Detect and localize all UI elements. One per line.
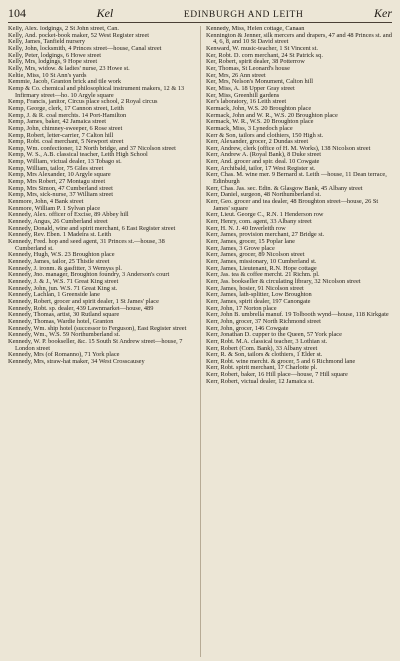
directory-entry: Kermack, John and W. R., W.S. 20 Broughton place (206, 111, 338, 119)
page-number: 104 (8, 6, 26, 20)
directory-entry: Kemp & Co. chemical and philosophical instrument makers, 12 & 13 Infirmary street—ho. 10 Argyle square (8, 84, 185, 99)
directory-entry: Kerr, James, spirit dealer, 197 Canongate (206, 297, 311, 305)
directory-entry: Kennedy, Thomas, Wardie hotel, Granton (8, 317, 114, 325)
directory-entry: Kenward, W. music-teacher, 1 St Vincent st. (206, 44, 318, 52)
directory-entry: Kennedy, Robt. sp. dealer, 439 Lawnmarket—house, 489 (8, 304, 154, 312)
directory-entry: Keltie, Miss, 10 St Ann's yards (8, 71, 87, 79)
directory-entry: Kerr, James, grocer, 15 Poplar lane (206, 238, 295, 245)
directory-entry: Kerr, Jas. bookseller & circulating library, 32 Nicolson street (206, 277, 361, 285)
directory-entry: Kelly, Alex. lodgings, 2 St John street, Can. (8, 26, 119, 32)
directory-entry: Kerr, Geo. grocer and tea dealer, 48 Broughton street—house, 26 St James' square (206, 198, 379, 212)
directory-entry: Kermack, John, W.S. 20 Broughton place (206, 104, 312, 112)
directory-entry: Kenmore, John, 4 Bank street (8, 198, 84, 206)
directory-entry: Kerr, And. grocer and spir. deal. 10 Cowgate (206, 158, 320, 166)
directory-entry: Kemp, Mrs Simon, 47 Cumberland street (8, 184, 113, 192)
directory-entry: Kerr, R. & Son, tailors & clothiers, 1 Elder st. (206, 351, 323, 359)
directory-entry: Kerr, Robt. M.A. classical teacher, 3 Lothian st. (206, 337, 328, 345)
directory-entry: Kemp, W. S., A.B. classical teacher, Leith High School (8, 151, 148, 159)
directory-entry: Kerr, John, 17 Norton place (206, 304, 277, 312)
directory-entry: Ker's laboratory, 16 Leith street (206, 98, 287, 106)
directory-entry: Kemp, George, clerk, 17 Cannon street, Leith (8, 104, 124, 112)
directory-entry: Kemp, Mrs, sick-nurse, 37 William street (8, 191, 113, 199)
directory-entry: Kerr, Robert, baker, 16 Hill place—house, 7 Hill square (206, 371, 348, 379)
directory-entry: Kennedy, Hugh, W.S. 23 Broughton place (8, 251, 115, 259)
directory-entry: Ker, Robert, spirit dealer, 38 Potterrow (206, 58, 305, 66)
directory-entry: Kerr, Robert (Com. Bank), 33 Albany street (206, 344, 318, 352)
directory-entry: Kerr, James, 3 Grove place (206, 244, 275, 252)
directory-entry: Kerr, James, lath-splitter, Low Broughton (206, 291, 312, 299)
directory-entry: Kerr, Lieut. George C., R.N. 1 Henderson row (206, 211, 324, 219)
directory-entry: Kennedy, Wm., W.S. 59 Northumberland st. (8, 331, 121, 339)
right-column (200, 26, 392, 657)
directory-entry: Kerr, James, hosier, 91 Nicolson street (206, 284, 304, 292)
directory-entry: Kerr, John B. umbrella manuf. 19 Tolbooth wynd—house, 118 Kirkgate (206, 311, 389, 319)
directory-entry: Kemmie, Jacob, Granton brick and tile work (8, 78, 122, 86)
directory-entry: Kennedy, Lachlan, 1 Greenside lane (8, 291, 100, 299)
directory-entry: Kerr, Henry, com. agent, 33 Albany street (206, 218, 312, 226)
directory-entry: Kerr, Robt. spirit merchant, 17 Charlotte pl. (206, 364, 318, 372)
directory-entry: Kennedy, Jno. manager, Broughton foundry, 3 Anderson's court (8, 271, 170, 279)
directory-entry: Kerr, Chas. M. wine mer. 9 Bernard st. Leith —house, 11 Dean terrace, Edinburgh (206, 171, 387, 186)
directory-entry: Ker, Miss, A. 18 Upper Gray street (206, 84, 295, 92)
directory-entry: Kerr, Robt. wine mercht. & grocer, 5 and 6 Richmond lane (206, 357, 356, 365)
directory-entry: Ker, Mrs, Nelson's Monument, Calton hill (206, 78, 313, 86)
directory-entry: Kennedy, W. P. bookseller, &c. 15 South St Andrew street—house, 7 London street (8, 337, 183, 352)
directory-entry: Kermack, Miss, 3 Lynedoch place (206, 124, 293, 132)
directory-entry: Kennedy, Miss, Helen cottage, Canaan (206, 26, 305, 32)
directory-entry: Kennedy, Angus, 26 Cumberland street (8, 218, 108, 226)
directory-entry: Ker, Mrs, 26 Ann street (206, 71, 266, 79)
directory-entry: Kermack, W. R., W.S. 20 Broughton place (206, 118, 314, 126)
directory-entry: Kennedy, Robert, grocer and spirit dealer, 1 St James' place (8, 297, 159, 305)
directory-entry: Kennedy, Thomas, artist, 30 Rutland square (8, 311, 120, 319)
directory-columns (8, 26, 392, 657)
directory-entry: Kelly, And. pocket-book maker, 52 West Register street (8, 31, 150, 39)
directory-entry: Ker, Robt. D. corn merchant, 24 St Patrick sq. (206, 51, 323, 59)
directory-entry: Kemp, William, tailor, 75 Giles street (8, 164, 104, 172)
directory-entry: Ker, Miss, Greenhill gardens (206, 91, 280, 99)
page-header (8, 6, 392, 23)
directory-entry: Kemp, James, baker, 42 Jamaica street (8, 118, 107, 126)
directory-entry: Kelly, Peter, lodgings, 6 Howe street (8, 51, 102, 59)
directory-entry: Kerr, John, grocer, 146 Cowgate (206, 324, 289, 332)
directory-entry: Kennedy, Alex. officer of Excise, 89 Abbey hill (8, 211, 129, 219)
directory-entry: Kerr, James, missionary, 10 Cumberland st. (206, 257, 317, 265)
directory-entry: Kerr, Jas. tea & coffee mercht. 21 Richm. pl. (206, 271, 320, 279)
directory-entry: Kennedy, Mrs, straw-hat maker, 34 West Crosscausey (8, 357, 145, 365)
directory-entry: Kemp, John, chimney-sweeper, 6 Rose street (8, 124, 123, 132)
directory-entry: Kelly, Mrs, widow. & ladies' nurse, 23 Howe st. (8, 64, 130, 72)
header-title: EDINBURGH AND LEITH (183, 10, 304, 20)
directory-entry: Kerr, Chas. Jas. sec. Edin. & Glasgow Bank, 45 Albany street (206, 184, 363, 192)
left-column (8, 26, 194, 657)
directory-entry: Kelly, Mrs, lodgings, 9 Hope street (8, 58, 98, 66)
directory-entry: Kerr, Robert, victual dealer, 12 Jamaica st. (206, 377, 314, 385)
directory-entry: Kennedy, Wm. ship hotel (successor to Ferguson), East Register street (8, 324, 187, 332)
directory-entry: Kerr, James, Lieutenant, R.N. Hope cottage (206, 264, 317, 272)
directory-entry: Kenmore, William P. 1 Sylvan place (8, 204, 101, 212)
directory-entry: Kennedy, John, jun. W.S. 71 Great King st. (8, 284, 118, 292)
directory-entry: Kerr, James, provision merchant, 27 Bridge st. (206, 231, 325, 239)
directory-entry: Kennedy, James, tailor, 25 Thistle street (8, 257, 110, 265)
header-right-word: Ker (374, 6, 392, 20)
directory-entry: Kerr, Andrew, clerk (office of H. M. Works), 138 Nicolson street (206, 144, 371, 152)
directory-entry: Kemp, Robt. coal merchant, 5 Newport street (8, 138, 124, 146)
directory-entry: Kemp, Wm. confectioner, 12 North bridge, and 37 Nicolson street (8, 144, 176, 152)
directory-entry: Kennedy, Rev. Eben. 1 Madeira st. Leith (8, 231, 112, 239)
directory-entry: Kerr, Jonathan D. cupper to the Queen, 57 York place (206, 331, 342, 339)
directory-entry: Kerr, Daniel, surgeon, 48 Northumberland st. (206, 191, 322, 199)
directory-entry: Kemp, Mrs Alexander, 10 Argyle square (8, 171, 111, 179)
directory-entry: Kerr, Alexander, grocer, 2 Dundas street (206, 138, 309, 146)
directory-entry: Kennedy, Donald, wine and spirit merchant, 6 East Register street (8, 224, 176, 232)
directory-entry: Kennedy, J. & J., W.S. 71 Great King street (8, 277, 119, 285)
directory-entry: Kerr, Andrew A. (Royal Bank), 8 Duke street (206, 151, 321, 159)
directory-entry: Kerr, John, grocer, 37 North Richmond street (206, 317, 321, 325)
directory-entry: Kemp, Mrs Robert, 27 Montagu street (8, 178, 106, 186)
directory-entry: Kemp, J. & R. coal merchts. 14 Port-Hamilton (8, 111, 127, 119)
directory-entry: Kerr, Archibald, tailor, 17 West Register st. (206, 164, 316, 172)
header-left-word: Kel (96, 6, 114, 20)
directory-entry: Kelly, James, Tanfield nursery (8, 38, 86, 46)
directory-entry: Kennington & Jenner, silk mercers and drapers, 47 and 48 Princes st. and 4, 6, 8, and 10 St David street (206, 31, 392, 46)
directory-entry: Kerr, H. N. J. 40 Inverleith row (206, 224, 286, 232)
directory-entry: Kerr, James, grocer, 89 Nicolson street (206, 251, 305, 259)
directory-entry: Kennedy, J. ironm. & gasfitter, 3 Wemyss pl. (8, 264, 122, 272)
directory-entry: Kerr & Son, tailors and clothiers, 150 High st. (206, 131, 324, 139)
directory-entry: Ker, Thomas, St Leonard's house (206, 64, 290, 72)
directory-entry: Kemp, William, victual dealer, 13 Tobago st. (8, 158, 122, 166)
directory-entry: Kennedy, Fred. hop and seed agent, 31 Princes st.—house, 38 Cumberland st. (8, 238, 165, 252)
directory-entry: Kemp, Robert, letter-carrier, 7 Calton hill (8, 131, 114, 139)
directory-entry: Kennedy, Mrs (of Romanno), 71 York place (8, 351, 120, 359)
directory-entry: Kemp, Francis, janitor, Circus place school, 2 Royal circus (8, 98, 158, 106)
directory-entry: Kelly, John, locksmith, 4 Princes street—house, Canal street (8, 44, 162, 52)
